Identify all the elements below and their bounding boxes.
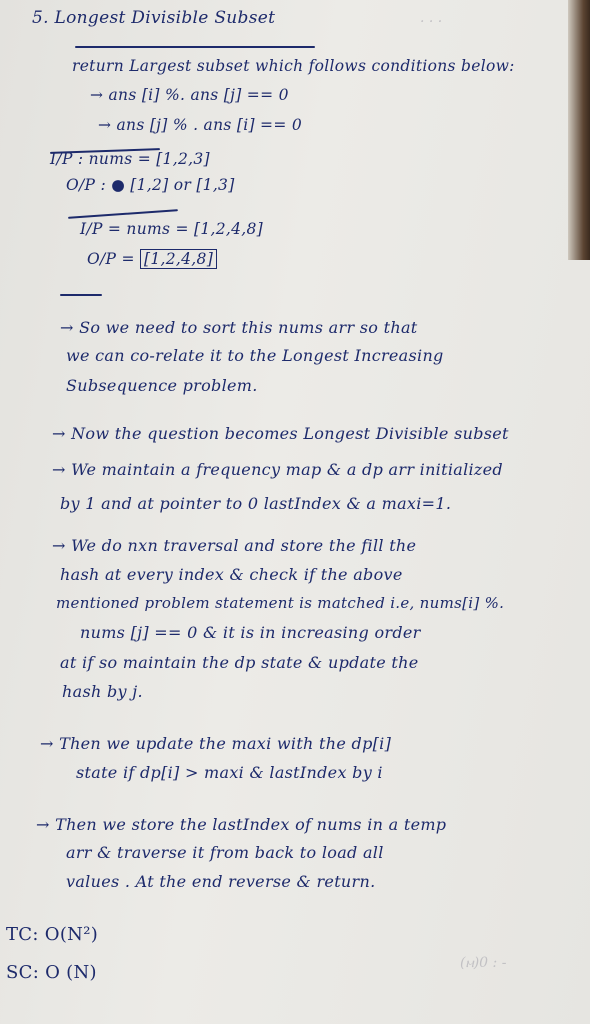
note-line-5: → We maintain a frequency map & a dp arr initialized: [52, 460, 503, 479]
example2-output-label: O/P =: [87, 250, 135, 268]
note-line-1: → So we need to sort this nums arr so that: [60, 318, 418, 337]
note-line-15: → Then we store the lastIndex of nums in a temp: [36, 815, 447, 834]
note-line-12: hash by j.: [62, 682, 143, 701]
example2-output-value: [1,2,4,8]: [140, 249, 217, 269]
page-title: 5. Longest Divisible Subset: [32, 8, 276, 28]
bleed-through: · · ·: [420, 14, 443, 30]
note-line-2: we can co-relate it to the Longest Increasing: [66, 346, 444, 365]
divider-2: [68, 209, 178, 219]
divider-3: [60, 294, 102, 296]
condition-2: → ans [j] % . ans [i] == 0: [98, 116, 303, 134]
note-line-7: → We do nxn traversal and store the fill the: [52, 536, 417, 555]
note-line-4: → Now the question becomes Longest Divisible subset: [52, 424, 509, 443]
note-line-10: nums [j] == 0 & it is in increasing order: [80, 623, 421, 642]
note-line-13: → Then we update the maxi with the dp[i]: [40, 734, 392, 753]
note-line-11: at if so maintain the dp state & update the: [60, 653, 419, 672]
note-line-6: by 1 and at pointer to 0 lastIndex & a maxi=1.: [60, 494, 452, 513]
note-line-16: arr & traverse it from back to load all: [66, 843, 384, 862]
note-line-14: state if dp[i] > maxi & lastIndex by i: [76, 763, 383, 782]
note-line-8: hash at every index & check if the above: [60, 565, 403, 584]
bleed-through-bottom: (ⲙ)0 : -: [460, 955, 507, 971]
problem-statement: return Largest subset which follows conditions below:: [72, 57, 515, 75]
title-underline: [75, 46, 315, 48]
time-complexity: TC: O(N²): [6, 924, 99, 945]
page-edge: [568, 0, 590, 260]
note-line-3: Subsequence problem.: [66, 376, 258, 395]
example2-output: [87, 250, 217, 268]
example2-input: I/P = nums = [1,2,4,8]: [80, 220, 263, 238]
space-complexity: SC: O (N): [6, 962, 97, 983]
note-line-17: values . At the end reverse & return.: [66, 872, 376, 891]
example1-input: I/P : nums = [1,2,3]: [50, 150, 210, 168]
example1-output: O/P : ● [1,2] or [1,3]: [66, 176, 235, 194]
note-line-9: mentioned problem statement is matched i.e, nums[i] %.: [56, 594, 505, 612]
condition-1: → ans [i] %. ans [j] == 0: [90, 86, 289, 104]
